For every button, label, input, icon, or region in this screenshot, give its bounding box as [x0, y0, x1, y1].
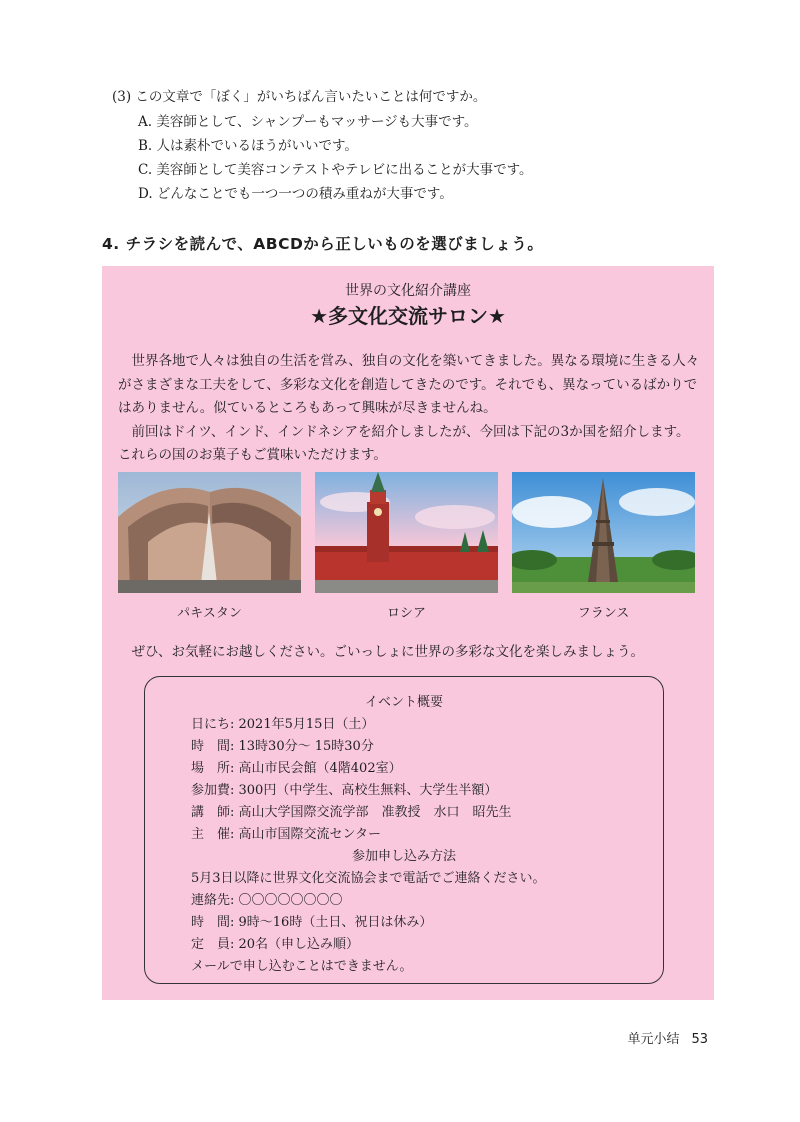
apply-instruction: 5月3日以降に世界文化交流協会まで電話でご連絡ください。 — [191, 871, 546, 886]
event-time: 時 間: 13時30分～ 15時30分 — [191, 739, 374, 754]
pakistan-photo — [118, 472, 301, 593]
apply-hours: 時 間: 9時～16時（土日、祝日は休み） — [191, 915, 433, 930]
event-summary-box — [144, 676, 664, 984]
flyer-subtitle: 世界の文化紹介講座 — [345, 283, 471, 299]
event-place: 場 所: 高山市民会館（4階402室） — [191, 761, 402, 776]
event-lecturer: 講 師: 高山大学国際交流学部 准教授 水口 昭先生 — [191, 805, 512, 820]
flyer-intro — [118, 350, 702, 468]
page-number: 53 — [691, 1032, 708, 1047]
france-photo — [512, 472, 695, 593]
caption-pakistan: パキスタン — [177, 606, 242, 621]
apply-contact: 連絡先: 〇〇〇〇〇〇〇〇 — [191, 893, 343, 908]
flyer-title: ★多文化交流サロン★ — [310, 304, 506, 328]
intro-paragraph-1: 世界各地で人々は独自の生活を営み、独自の文化を築いてきました。異なる環境に生きる人々がさまざまな工夫をして、多彩な文化を創造してきたのです。それでも、異なっているばかりではありません。似ているところもあって興味が尽きませんね。 — [118, 353, 700, 416]
option-b: B. 人は素朴でいるほうがいいです。 — [138, 138, 358, 154]
event-heading: イベント概要 — [364, 695, 443, 710]
caption-france: フランス — [577, 606, 630, 621]
apply-heading: 参加申し込み方法 — [351, 849, 456, 864]
option-a: A. 美容師として、シャンプーもマッサージも大事です。 — [138, 114, 478, 130]
apply-capacity: 定 員: 20名（申し込み順） — [191, 937, 360, 952]
option-d: D. どんなことでも一つ一つの積み重ねが大事です。 — [138, 186, 453, 202]
event-organizer: 主 催: 高山市国際交流センター — [191, 827, 381, 842]
event-date: 日にち: 2021年5月15日（土） — [191, 717, 375, 732]
question-3 — [112, 86, 732, 206]
apply-note: メールで申し込むことはできません。 — [191, 959, 413, 974]
page-footer — [615, 1028, 708, 1047]
question-3-title: (3) この文章で「ぼく」がいちばん言いたいことは何ですか。 — [112, 89, 487, 105]
section-4-title: 4. チラシを読んで、ABCDから正しいものを選びましょう。 — [102, 235, 544, 253]
unit-label: 单元小结 — [627, 1032, 680, 1047]
caption-russia: ロシア — [386, 606, 426, 621]
event-fee: 参加費: 300円（中学生、高校生無料、大学生半額） — [191, 783, 498, 798]
option-c: C. 美容師として美容コンテストやテレビに出ることが大事です。 — [138, 162, 533, 178]
intro-paragraph-2: 前回はドイツ、インド、インドネシアを紹介しましたが、今回は下記の3か国を紹介します。これらの国のお菓子もご賞味いただけます。 — [118, 423, 690, 463]
flyer — [102, 266, 714, 1000]
russia-photo — [315, 472, 498, 593]
flyer-invite: ぜひ、お気軽にお越しください。ごいっしょに世界の多彩な文化を楽しみましょう。 — [131, 644, 644, 660]
